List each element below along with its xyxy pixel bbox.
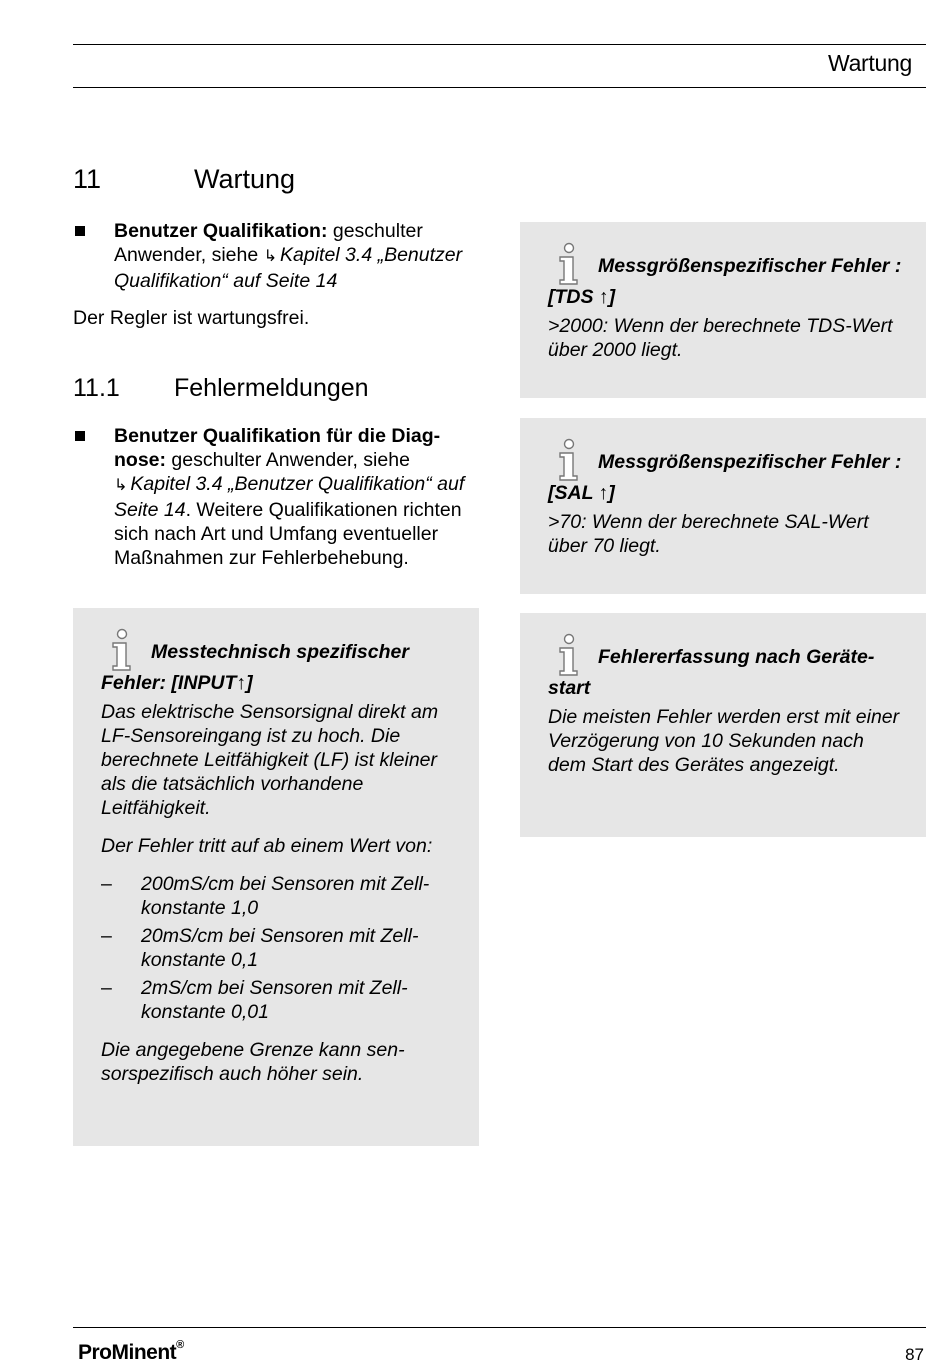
dash-marker: –: [101, 925, 112, 947]
list-item-text: 2mS/cm bei Sensoren mit Zellkonstante 0,01: [141, 977, 408, 1023]
footer-rule: [73, 1327, 926, 1328]
infobox-paragraph: Das elektrische Sensorsignal direkt am LF-Sensoreingang ist zu hoch. Die berechnete Leitfähigkeit (LF) ist kleiner als die tatsächlich vorhandene Leitfähigkeit.: [101, 701, 439, 819]
threshold-list: [101, 872, 459, 1024]
list-item: [101, 924, 459, 972]
running-header-title: Wartung: [828, 50, 912, 76]
qualification-label: Benutzer Qualifikation:: [114, 220, 328, 242]
maintenance-free-paragraph: Der Regler ist wartungsfrei.: [73, 307, 310, 329]
section-heading: [73, 164, 295, 195]
page-number: 87: [905, 1345, 924, 1364]
input-error-infobox: [73, 608, 479, 1146]
infobox-heading: [548, 641, 906, 673]
bullet-square: [75, 431, 85, 441]
infobox-heading: [548, 446, 906, 478]
sal-error-infobox: [520, 418, 926, 594]
diagnosis-qualification-text: geschulter Anwender, siehe: [166, 449, 410, 471]
infobox-paragraph: >2000: Wenn der berechnete TDS-Wert über 2000 liegt.: [548, 315, 893, 361]
infobox-paragraph: >70: Wenn der berechnete SAL-Wert über 70 liegt.: [548, 511, 869, 557]
infobox-paragraph: Die meisten Fehler werden erst mit einer Verzögerung von 10 Sekunden nach dem Start des Gerätes angezeigt.: [548, 706, 900, 776]
list-item-text: 200mS/cm bei Sensoren mit Zellkonstante 1,0: [141, 873, 430, 919]
info-icon: [554, 242, 580, 286]
infobox-heading: [101, 636, 459, 668]
infobox-title-line2: [SAL ↑]: [548, 482, 615, 504]
diagnosis-qualification-tail: . Weitere Qualifikationen richten sich nach Art und Umfang eventueller Maßnahmen zur Fehlerbehebung.: [114, 499, 462, 569]
registered-mark: ®: [176, 1339, 184, 1351]
infobox-paragraph: Der Fehler tritt auf ab einem Wert von:: [101, 835, 433, 857]
section-title: Wartung: [194, 164, 296, 194]
bullet-square: [75, 226, 85, 236]
infobox-heading: [548, 250, 906, 282]
list-item: [101, 872, 459, 920]
diagnosis-qualification-label: Benutzer Qualifikation für die Diagnose:: [114, 425, 441, 471]
subsection-heading: [73, 374, 369, 403]
subsection-number: 11.1: [73, 374, 120, 402]
qualification-bullet: [73, 219, 479, 293]
infobox-title-line1: Messgrößenspezifischer Fehler :: [598, 255, 902, 277]
info-icon: [107, 628, 133, 672]
header-rule-bottom: [73, 87, 926, 88]
list-item: [101, 976, 459, 1024]
infobox-title-line1: Fehlererfassung nach Geräte-: [598, 646, 875, 668]
infobox-paragraph: Die angegebene Grenze kann sensorspezifisch auch höher sein.: [101, 1039, 405, 1085]
header-rule-top: [73, 44, 926, 45]
chapter-reference-link[interactable]: Kapitel 3.4 „Benutzer Qualifikation“ auf Seite 14: [114, 244, 463, 292]
tds-error-infobox: [520, 222, 926, 398]
logo-text: ProMinent: [78, 1341, 177, 1364]
list-item-text: 20mS/cm bei Sensoren mit Zellkonstante 0,1: [141, 925, 419, 971]
subsection-title: Fehlermeldungen: [174, 374, 369, 402]
prominent-logo: [78, 1341, 184, 1365]
reference-arrow-icon: ↳: [263, 248, 278, 265]
section-number: 11: [73, 164, 102, 194]
reference-arrow-icon: ↳: [114, 477, 128, 494]
infobox-title-line2: start: [548, 677, 591, 699]
dash-marker: –: [101, 873, 112, 895]
infobox-title-line2: [TDS ↑]: [548, 286, 616, 308]
infobox-title-line1: Messtechnisch spezifischer: [151, 641, 409, 663]
infobox-title-line1: Messgrößenspezifischer Fehler :: [598, 451, 902, 473]
qualification-text: geschulter Anwender, siehe: [114, 220, 423, 266]
diagnosis-qualification-bullet: [73, 424, 479, 570]
info-icon: [554, 633, 580, 677]
chapter-reference-link[interactable]: Kapitel 3.4 „Benutzer Qualifikation“ auf Seite 14: [114, 473, 465, 521]
dash-marker: –: [101, 977, 112, 999]
infobox-title-line2: Fehler: [INPUT↑]: [101, 672, 253, 694]
info-icon: [554, 438, 580, 482]
startup-error-infobox: [520, 613, 926, 837]
